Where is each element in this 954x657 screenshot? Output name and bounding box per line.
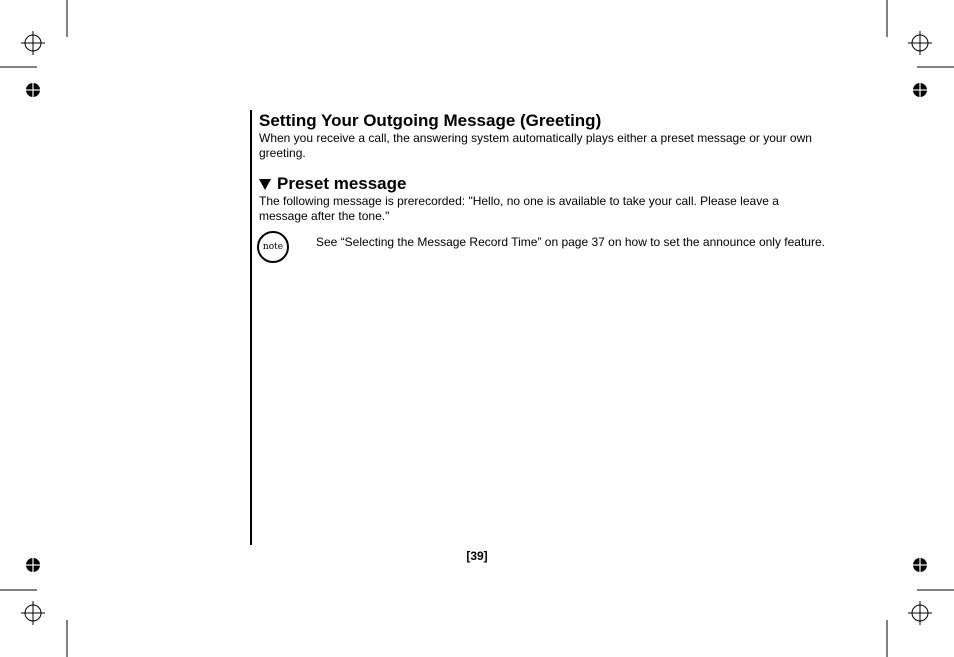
registration-dot-top-right (912, 82, 928, 98)
registration-target-bottom-left (21, 601, 45, 625)
note-block (259, 236, 829, 272)
registration-target-top-left (21, 31, 45, 55)
note-text: See “Selecting the Message Record Time” on page 37 on how to set the announce only feature. (316, 235, 825, 249)
section-intro: When you receive a call, the answering system automatically plays either a preset message or your own greeting. (259, 131, 812, 160)
note-icon-label: note (262, 242, 284, 252)
registration-dot-top-left (25, 82, 41, 98)
registration-target-top-right (908, 31, 932, 55)
margin-rule (250, 110, 252, 545)
triangle-bullet-icon (259, 179, 271, 190)
page-content (259, 111, 829, 272)
section-title: Setting Your Outgoing Message (Greeting) (259, 111, 602, 130)
note-icon (257, 231, 289, 263)
subsection-title: Preset message (277, 174, 407, 193)
page-number: [39] (466, 549, 488, 563)
registration-target-bottom-right (908, 601, 932, 625)
subsection-body: The following message is prerecorded: "Hello, no one is available to take your call. Please leave a message after the tone." (259, 194, 779, 223)
subsection-heading (259, 174, 829, 194)
